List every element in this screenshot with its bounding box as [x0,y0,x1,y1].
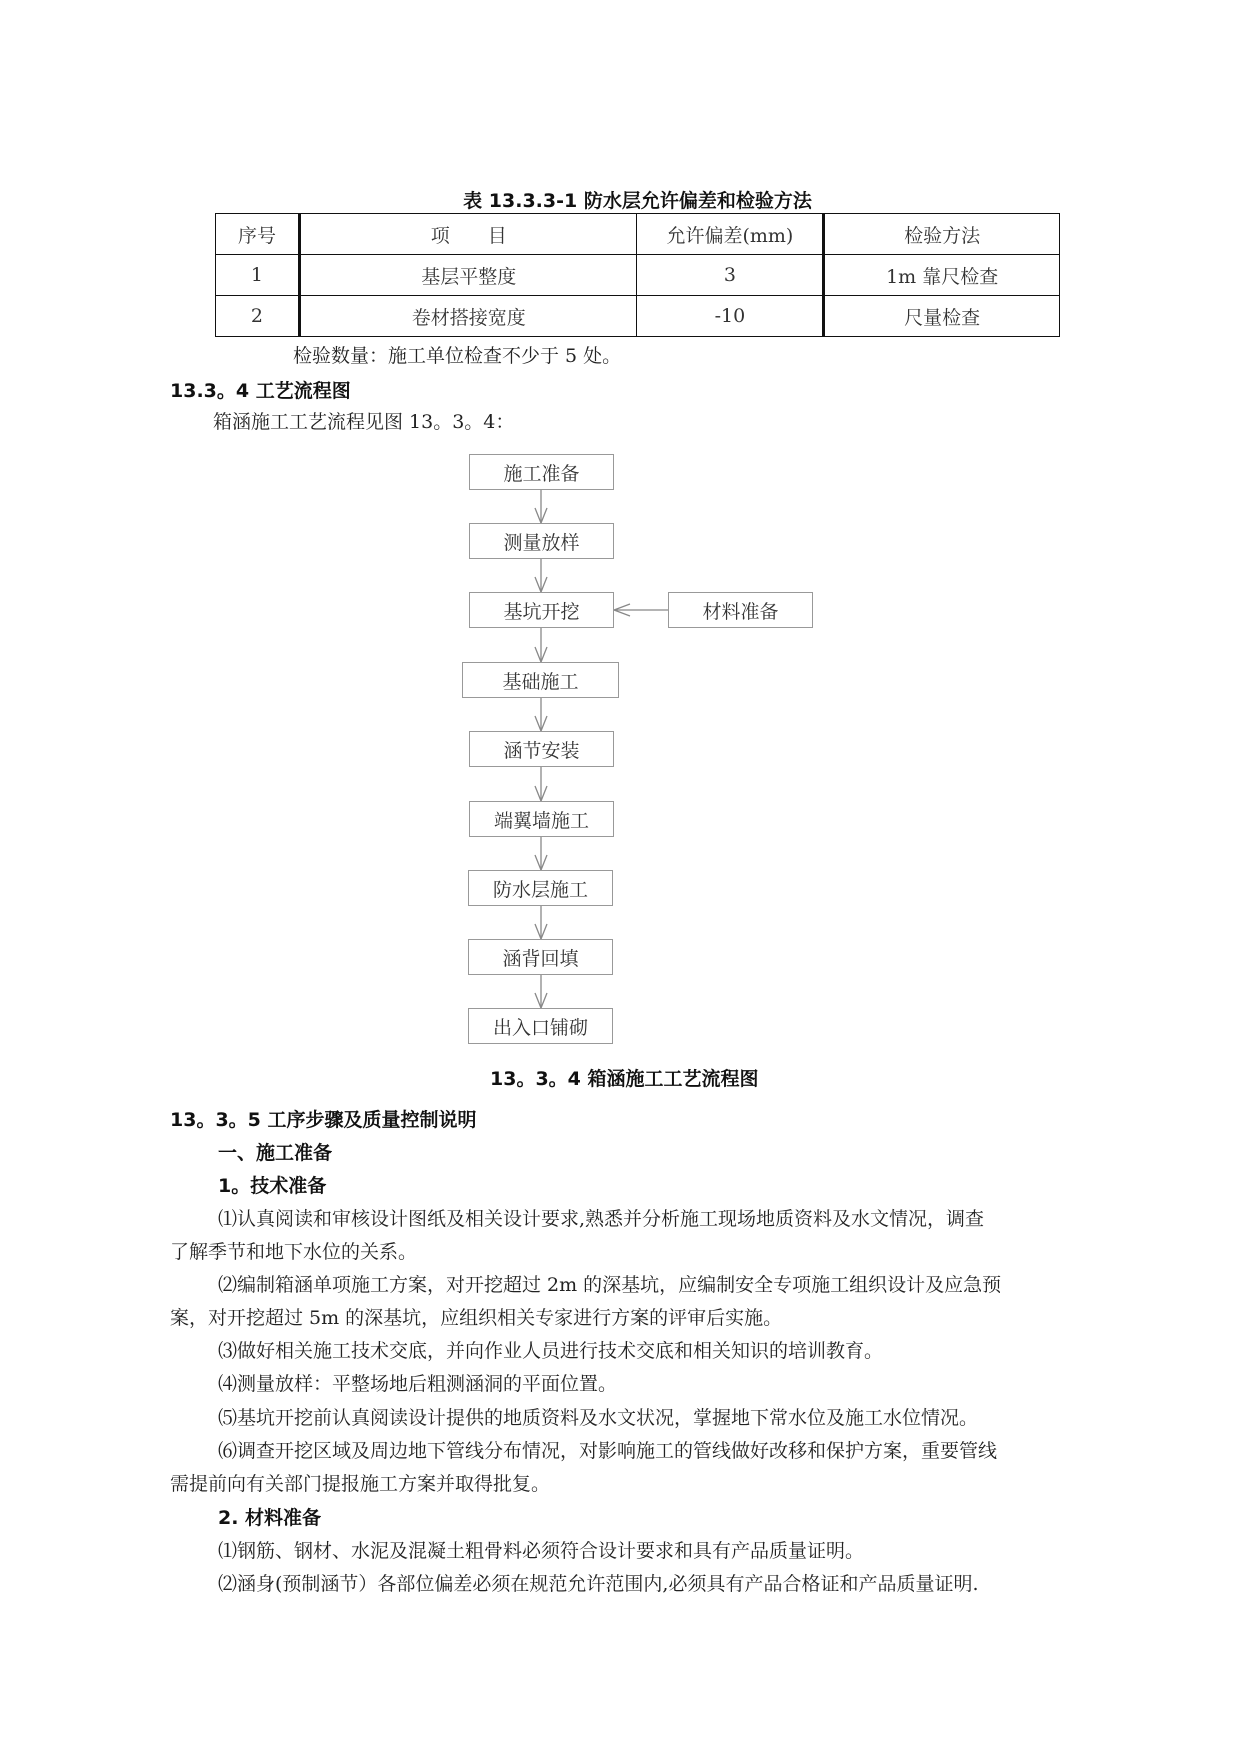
flowchart-caption: 13。3。4 箱涵施工工艺流程图 [490,1068,759,1090]
cell-index: 2 [216,296,300,337]
tech-item-2-line-2: 案，对开挖超过 5m 的深基坑，应组织相关专家进行方案的评审后实施。 [170,1307,783,1329]
material-item-1: ⑴钢筋、钢材、水泥及混凝土粗骨料必须符合设计要求和具有产品质量证明。 [218,1540,865,1562]
subheading-material-prep: 2. 材料准备 [218,1507,322,1529]
tech-item-6-line-2: 需提前向有关部门提报施工方案并取得批复。 [170,1473,551,1495]
header-method: 检验方法 [824,214,1060,255]
flow-step-construction-prep: 施工准备 [469,454,614,490]
cell-index: 1 [216,255,300,296]
inspection-quantity-note: 检验数量：施工单位检查不少于 5 处。 [293,345,622,367]
tech-item-1-line-1: ⑴认真阅读和审核设计图纸及相关设计要求,熟悉并分析施工现场地质资料及水文情况，调查 [218,1208,985,1230]
table-caption: 表 13.3.3-1 防水层允许偏差和检验方法 [463,190,812,212]
flow-step-inlet-outlet-paving: 出入口铺砌 [468,1008,613,1044]
flow-step-survey-layout: 测量放样 [469,523,614,559]
flow-step-wing-wall: 端翼墙施工 [469,801,614,837]
cell-item: 基层平整度 [299,255,637,296]
flow-step-pit-excavation: 基坑开挖 [469,592,614,628]
tech-item-2-line-1: ⑵编制箱涵单项施工方案，对开挖超过 2m 的深基坑，应编制安全专项施工组织设计及应急预 [218,1274,1002,1296]
header-tolerance: 允许偏差(mm) [637,214,824,255]
cell-item: 卷材搭接宽度 [299,296,637,337]
flow-step-waterproofing: 防水层施工 [468,870,613,906]
cell-method: 1m 靠尺检查 [824,255,1060,296]
subheading-construction-prep: 一、施工准备 [218,1142,333,1164]
flow-step-foundation: 基础施工 [462,662,619,698]
section-heading-1335: 13。3。5 工序步骤及质量控制说明 [170,1109,477,1131]
header-item: 项 目 [299,214,637,255]
flow-step-culvert-install: 涵节安装 [469,731,614,767]
cell-tolerance: 3 [637,255,824,296]
subheading-technical-prep: 1。技术准备 [218,1175,327,1197]
material-item-2: ⑵涵身(预制涵节）各部位偏差必须在规范允许范围内,必须具有产品合格证和产品质量证明. [218,1573,979,1595]
section-heading-1334: 13.3。4 工艺流程图 [170,380,351,402]
tech-item-3: ⑶做好相关施工技术交底，并向作业人员进行技术交底和相关知识的培训教育。 [218,1340,884,1362]
tech-item-5: ⑸基坑开挖前认真阅读设计提供的地质资料及水文状况，掌握地下常水位及施工水位情况。 [218,1407,979,1429]
tech-item-6-line-1: ⑹调查开挖区域及周边地下管线分布情况，对影响施工的管线做好改移和保护方案，重要管线 [218,1440,998,1462]
flow-step-material-prep: 材料准备 [668,592,813,628]
tech-item-4: ⑷测量放样：平整场地后粗测涵洞的平面位置。 [218,1373,618,1395]
flowchart-intro: 箱涵施工工艺流程见图 13。3。4： [213,411,515,433]
flow-step-backfill: 涵背回填 [468,939,613,975]
cell-method: 尺量检查 [824,296,1060,337]
header-index: 序号 [216,214,300,255]
tech-item-1-line-2: 了解季节和地下水位的关系。 [170,1241,418,1263]
cell-tolerance: -10 [637,296,824,337]
